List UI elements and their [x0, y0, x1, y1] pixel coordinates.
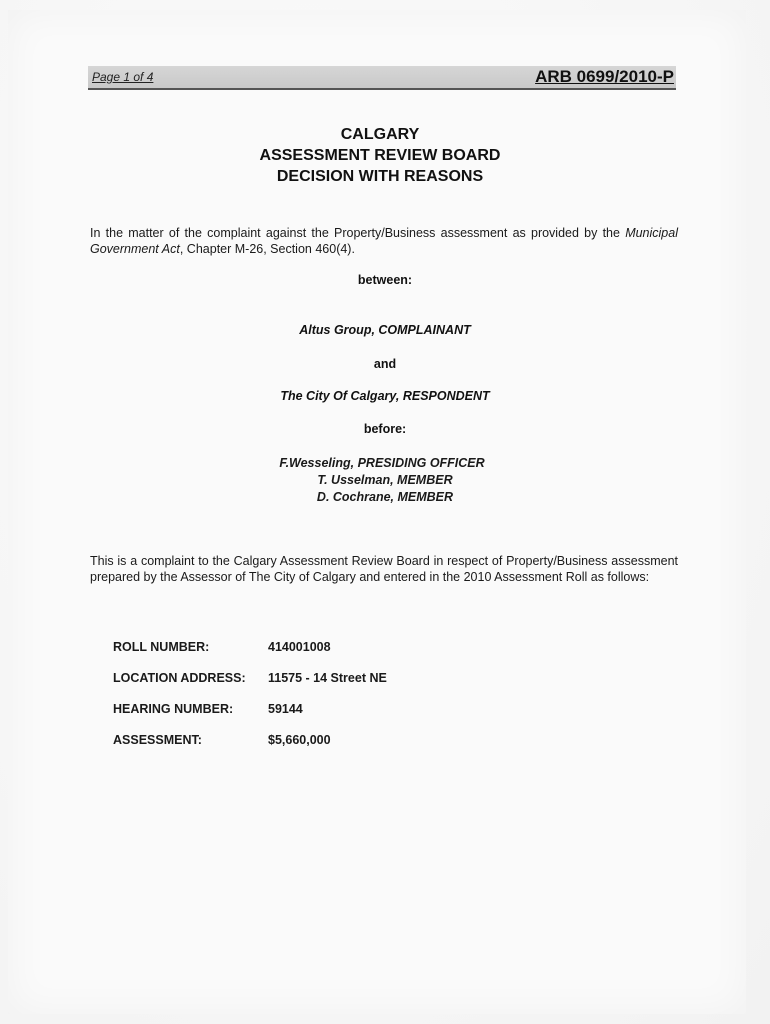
title-line-city: CALGARY: [340, 126, 420, 143]
act-name: Municipal Government Act: [90, 226, 678, 256]
matter-paragraph: [90, 225, 678, 257]
matter-text-before: In the matter of the complaint against the Property/Business assessment as provided by the: [90, 226, 626, 240]
respondent-line: The City Of Calgary, RESPONDENT: [280, 389, 490, 403]
panel-member: T. Usselman, MEMBER: [317, 473, 453, 487]
complaint-paragraph: This is a complaint to the Calgary Assessment Review Board in respect of Property/Business assessment prepared by the Assessor of The City of Calgary and entered in the 2010 Assessment Roll as follows:: [90, 554, 678, 584]
document-title: [0, 124, 770, 187]
panel-members: [0, 455, 770, 506]
panel-member: D. Cochrane, MEMBER: [316, 490, 454, 504]
detail-label: ROLL NUMBER:: [113, 640, 210, 654]
between-label: between:: [357, 273, 413, 287]
complainant-line: Altus Group, COMPLAINANT: [299, 323, 471, 337]
page-header-bar: [88, 66, 676, 90]
detail-value: 11575 - 14 Street NE: [268, 671, 387, 685]
before-label: before:: [363, 422, 407, 436]
presiding-officer: F.Wesseling, PRESIDING OFFICER: [279, 456, 485, 470]
detail-value: 414001008: [268, 640, 331, 654]
detail-label: HEARING NUMBER:: [113, 702, 234, 716]
and-label: and: [373, 357, 397, 371]
matter-text-after: , Chapter M-26, Section 460(4).: [179, 242, 355, 256]
case-number: ARB 0699/2010-P: [535, 67, 674, 86]
detail-value: $5,660,000: [268, 733, 331, 747]
page-number: Page 1 of 4: [92, 70, 154, 84]
title-line-decision: DECISION WITH REASONS: [276, 168, 484, 185]
detail-value: 59144: [268, 702, 303, 716]
detail-label: ASSESSMENT:: [113, 733, 202, 747]
title-line-board: ASSESSMENT REVIEW BOARD: [259, 147, 501, 164]
detail-label: LOCATION ADDRESS:: [113, 671, 246, 685]
